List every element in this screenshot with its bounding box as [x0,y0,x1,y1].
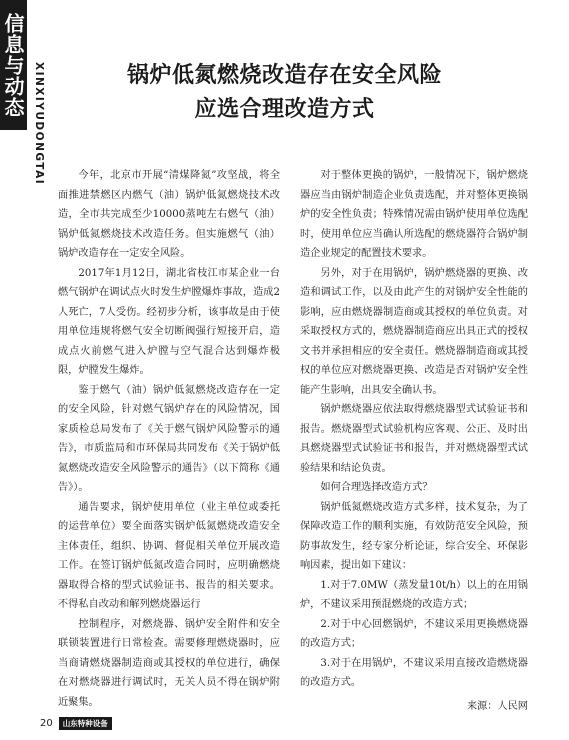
article-title-line1: 锅炉低氮燃烧改造存在安全风险 [126,62,442,88]
subheading: 如何合理选择改造方式？ [320,482,433,493]
paragraph: 锅炉低氮燃烧改造方式多样，技术复杂，为了保障改造工作的顺利实施，有效防范安全风险，预防事故发生，经专家分析论证，综合安全、环保影响因素，提出如下建议： [300,501,528,571]
paragraph: 1.对于7.0MW（蒸发量10t/h）以上的在用锅炉，不建议采用预混燃烧的改造方式； [300,579,528,610]
article-title-line2: 应选合理改造方式 [194,96,375,122]
section-title: 信息与动态 [1,12,25,118]
left-column [58,166,280,712]
paragraph: 2.对于中心回燃锅炉，不建议采用更换燃烧器的改造方式； [300,618,528,649]
right-column [300,166,528,716]
paragraph: 另外，对于在用锅炉，锅炉燃烧器的更换、改造和调试工作，以及由此产生的对锅炉安全性能的影响，应由燃烧器制造商或其授权的单位负责。对采取授权方式的，燃烧器制造商应出具正式的授权文书并承担相应的安全责任。燃烧器制造商或其授权的单位应对燃烧器更换、改造是否对锅炉安全性能产生影响，出具安全确认书。 [300,267,528,396]
page-footer [40,717,112,730]
paragraph: 对于整体更换的锅炉，一般情况下，锅炉燃烧器应当由锅炉制造企业负责选配，并对整体更换锅炉的安全性负责；特殊情况需由锅炉使用单位选配时，使用单位应当确认所选配的燃烧器符合锅炉制造企业规定的配置技术要求。 [300,170,528,259]
paragraph: 控制程序，对燃烧器、锅炉安全附件和安全联锁装置进行日常检查。需要修理燃烧器时，应当商请燃烧器制造商或其授权的单位进行，确保在对燃烧器进行调试时，无关人员不得在锅炉附近聚集。 [58,618,280,708]
paragraph: 鉴于燃气（油）锅炉低氮燃烧改造存在一定的安全风险，针对燃气锅炉存在的风险情况，国家质检总局发布了《关于燃气锅炉风险警示的通告》，市质监局和市环保局共同发布《关于锅炉低氮燃烧改造安全风险警示的通告》（以下简称《通告》）。 [58,384,280,493]
magazine-name: 山东特种设备 [59,717,112,730]
paragraph: 今年，北京市开展“清煤降氮”攻坚战，将全面推进禁燃区内燃气（油）锅炉低氮燃烧技术改造，全市共完成至少10000蒸吨左右燃气（油）锅炉低氮燃烧技术改造任务。但实施燃气（油）锅炉改造存在一定安全风险。 [58,170,280,259]
paragraph: 3.对于在用锅炉，不建议采用直接改造燃烧器的改造方式。 [300,657,528,688]
paragraph: 通告要求，锅炉使用单位（业主单位或委托的运营单位）要全面落实锅炉低氮燃烧改造安全主体责任，组织、协调、督促相关单位开展改造工作。在签订锅炉低氮改造合同时，应明确燃烧器取得合格的型式试验证书、报告的相关要求。不得私自改动和解列燃烧器运行 [58,501,280,610]
paragraph: 2017年1月12日，湖北省枝江市某企业一台燃气锅炉在调试点火时发生炉膛爆炸事故，造成2人死亡，7人受伤。经初步分析，该事故是由于使用单位违规将燃气安全切断阀强行短接开启，造成点火前燃气进入炉膛与空气混合达到爆炸极限，炉膛发生爆炸。 [58,267,280,376]
page-number: 20 [40,718,53,729]
section-pinyin: XINXIYUDONGTAI [33,62,45,186]
paragraph: 锅炉燃烧器应依法取得燃烧器型式试验证书和报告。燃烧器型式试验机构应客观、公正、及时出具燃烧器型式试验证书和报告，并对燃烧器型式试验结果和结论负责。 [300,404,528,474]
article-source: 来源：人民网 [466,700,528,712]
article-title [0,58,569,126]
